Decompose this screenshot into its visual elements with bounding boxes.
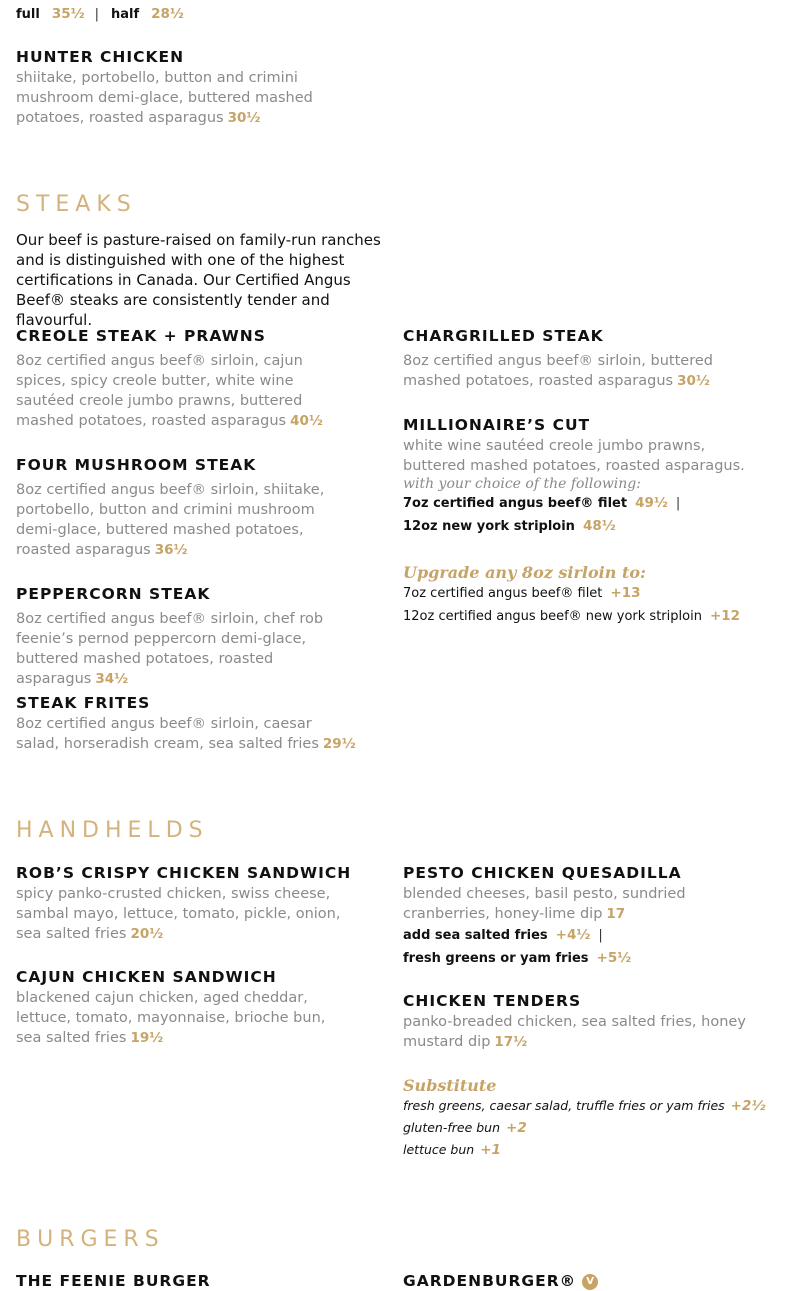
menu-item-four-mushroom-steak <box>16 456 336 560</box>
option-price: 48½ <box>582 518 616 534</box>
substitute-option-3: lettuce bun +1 <box>403 1142 501 1158</box>
menu-item-chargrilled-steak <box>403 327 748 391</box>
cut-option-2: 12oz new york striploin 48½ <box>403 518 616 534</box>
upgrade-option-1: 7oz certified angus beef® filet +13 <box>403 585 641 601</box>
item-price: 34½ <box>95 671 129 687</box>
item-name: PEPPERCORN STEAK <box>16 585 211 603</box>
item-name: GARDENBURGER® <box>403 1272 577 1290</box>
item-name: FOUR MUSHROOM STEAK <box>16 456 257 474</box>
upgrade-price: +13 <box>610 585 641 601</box>
item-name: CREOLE STEAK + PRAWNS <box>16 327 266 345</box>
menu-item-gardenburger <box>403 1272 598 1290</box>
menu-item-robs-crispy-chicken-sandwich <box>16 864 356 944</box>
item-price: 40½ <box>290 413 323 429</box>
section-heading-handhelds: HANDHELDS <box>16 818 209 843</box>
substitute-title: Substitute <box>403 1076 497 1095</box>
item-price: 30½ <box>227 110 261 126</box>
item-name: ROB’S CRISPY CHICKEN SANDWICH <box>16 864 352 882</box>
item-description: 8oz certified angus beef® sirloin, caesar salad, horseradish cream, sea salted fries 29½ <box>16 716 356 752</box>
item-price: 20½ <box>130 926 164 942</box>
item-price: 36½ <box>154 542 188 558</box>
menu-item-pesto-chicken-quesadilla <box>403 864 748 970</box>
menu-item-millionaires-cut <box>403 416 748 538</box>
full-price: 35½ <box>51 6 85 22</box>
item-price: 17 <box>606 906 626 922</box>
menu-item-creole-steak <box>16 327 356 431</box>
item-name: HUNTER CHICKEN <box>16 48 185 66</box>
item-price: 29½ <box>322 736 356 752</box>
add-on-price: +5½ <box>596 950 632 966</box>
item-description: shiitake, portobello, button and crimini mushroom demi-glace, buttered mashed potatoes, roasted asparagus 30½ <box>16 70 313 126</box>
choice-note: with your choice of the following: <box>403 476 641 492</box>
upgrade-title: Upgrade any 8oz sirloin to: <box>403 563 646 582</box>
item-description: spicy panko-crusted chicken, swiss cheese, sambal mayo, lettuce, tomato, pickle, onion, sea salted fries 20½ <box>16 886 341 942</box>
item-description: panko-breaded chicken, sea salted fries, honey mustard dip 17½ <box>403 1014 746 1050</box>
cut-option-1: 7oz certified angus beef® filet 49½ | <box>403 495 681 511</box>
price-separator: | <box>94 7 99 22</box>
item-description: 8oz certified angus beef® sirloin, shiitake, portobello, button and crimini mushroom demi-glace, buttered mashed potatoes, roasted asparagus 36½ <box>16 482 325 558</box>
upgrade-option-2: 12oz certified angus beef® new york striploin +12 <box>403 608 741 624</box>
item-description: white wine sautéed creole jumbo prawns, buttered mashed potatoes, roasted asparagus. <box>403 438 745 474</box>
substitute-option-2: gluten-free bun +2 <box>403 1120 527 1136</box>
substitute-price: +2½ <box>730 1098 766 1114</box>
item-price: 30½ <box>677 373 710 389</box>
item-name: CHARGRILLED STEAK <box>403 327 604 345</box>
menu-item-cajun-chicken-sandwich <box>16 968 341 1048</box>
item-price: 17½ <box>494 1034 528 1050</box>
item-price: 19½ <box>130 1030 164 1046</box>
substitute-block <box>403 1076 773 1161</box>
substitute-price: +2 <box>506 1120 527 1136</box>
add-on-1: add sea salted fries +4½ | <box>403 927 603 943</box>
section-heading-burgers: BURGERS <box>16 1227 165 1252</box>
steaks-intro: Our beef is pasture-raised on family-run ranches and is distinguished with one of the highest certifications in Canada. Our Certified Angus Beef® steaks are consistently tender and flavourful. <box>16 231 381 329</box>
top-price-line <box>16 3 184 26</box>
item-description: blackened cajun chicken, aged cheddar, lettuce, tomato, mayonnaise, brioche bun, sea salted fries 19½ <box>16 990 326 1046</box>
item-name: PESTO CHICKEN QUESADILLA <box>403 864 682 882</box>
item-description: blended cheeses, basil pesto, sundried cranberries, honey-lime dip 17 <box>403 886 686 922</box>
item-description: 8oz certified angus beef® sirloin, chef rob feenie’s pernod peppercorn demi-glace, buttered mashed potatoes, roasted asparagus 34½ <box>16 611 324 687</box>
substitute-option-1: fresh greens, caesar salad, truffle fries or yam fries +2½ <box>403 1098 766 1114</box>
vegetarian-icon: V <box>582 1274 598 1290</box>
menu-item-steak-frites <box>16 694 356 754</box>
add-on-2: fresh greens or yam fries +5½ <box>403 950 632 966</box>
menu-item-chicken-tenders <box>403 992 748 1052</box>
option-price: 49½ <box>635 495 668 511</box>
item-description: 8oz certified angus beef® sirloin, buttered mashed potatoes, roasted asparagus 30½ <box>403 353 713 389</box>
substitute-price: +1 <box>480 1142 501 1158</box>
item-name: STEAK FRITES <box>16 694 151 712</box>
item-name: CHICKEN TENDERS <box>403 992 582 1010</box>
menu-item-feenie-burger-name: THE FEENIE BURGER <box>16 1272 211 1290</box>
half-label: half <box>110 7 140 22</box>
menu-item-peppercorn-steak <box>16 585 356 689</box>
item-name: MILLIONAIRE’S CUT <box>403 416 591 434</box>
half-price: 28½ <box>151 6 184 22</box>
section-heading-steaks: STEAKS <box>16 192 137 217</box>
add-on-price: +4½ <box>555 927 591 943</box>
upgrade-block <box>403 563 773 628</box>
item-name: CAJUN CHICKEN SANDWICH <box>16 968 277 986</box>
menu-item-hunter-chicken <box>16 48 356 128</box>
full-label: full <box>16 7 40 22</box>
upgrade-price: +12 <box>709 608 741 624</box>
item-description: 8oz certified angus beef® sirloin, cajun spices, spicy creole butter, white wine sautéed creole jumbo prawns, buttered mashed potatoes, roasted asparagus 40½ <box>16 353 323 429</box>
